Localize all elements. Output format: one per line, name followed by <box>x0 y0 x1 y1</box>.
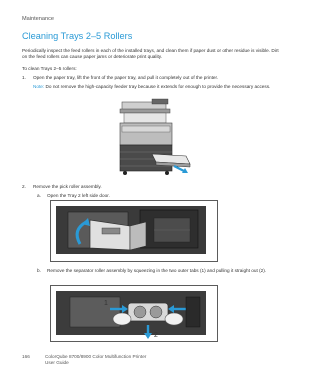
footer-product-title <box>45 354 146 366</box>
step-1-text: Open the paper tray, lift the front of the paper tray, and pull it completely out of the printer. <box>33 75 219 80</box>
printer-tray-removal-figure <box>112 96 194 180</box>
note-label: Note: <box>33 84 45 89</box>
page-title: Cleaning Trays 2–5 Rollers <box>22 31 133 41</box>
step-1-number: 1. <box>22 75 26 80</box>
remove-separator-roller-figure <box>50 285 218 342</box>
lead-in-text: To clean Trays 2–5 rollers: <box>22 66 77 71</box>
callout-label-2: 2 <box>154 332 158 339</box>
substep-b-letter: b. <box>37 268 41 273</box>
callout-label-1: 1 <box>104 300 108 307</box>
substep-b-text: Remove the separator roller assembly by squeezing in the two outer tabs (1) and pulling it straight out (2). <box>47 268 267 273</box>
footer-product: ColorQube 8700/8900 Color Multifunction Printer <box>45 354 147 359</box>
intro-paragraph: Periodically inspect the feed rollers in each of the installed trays, and clean them if paper dust or other residue is visible. Dirt on the feed rollers can cause paper jams or deteriorate print quality. <box>22 48 279 60</box>
open-side-door-figure <box>50 200 218 262</box>
step-1-note <box>33 84 283 90</box>
running-header: Maintenance <box>22 16 55 22</box>
step-2-number: 2. <box>22 184 26 189</box>
substep-a-letter: a. <box>37 193 41 198</box>
step-2-text: Remove the pick roller assembly. <box>33 184 102 189</box>
substep-a-text: Open the Tray 2 left side door. <box>47 193 110 198</box>
footer-guide: User Guide <box>45 360 69 366</box>
note-text: Do not remove the high-capacity feeder tray because it extends for enough to provide the necessary access. <box>45 84 271 89</box>
footer-page-number: 166 <box>22 354 30 359</box>
